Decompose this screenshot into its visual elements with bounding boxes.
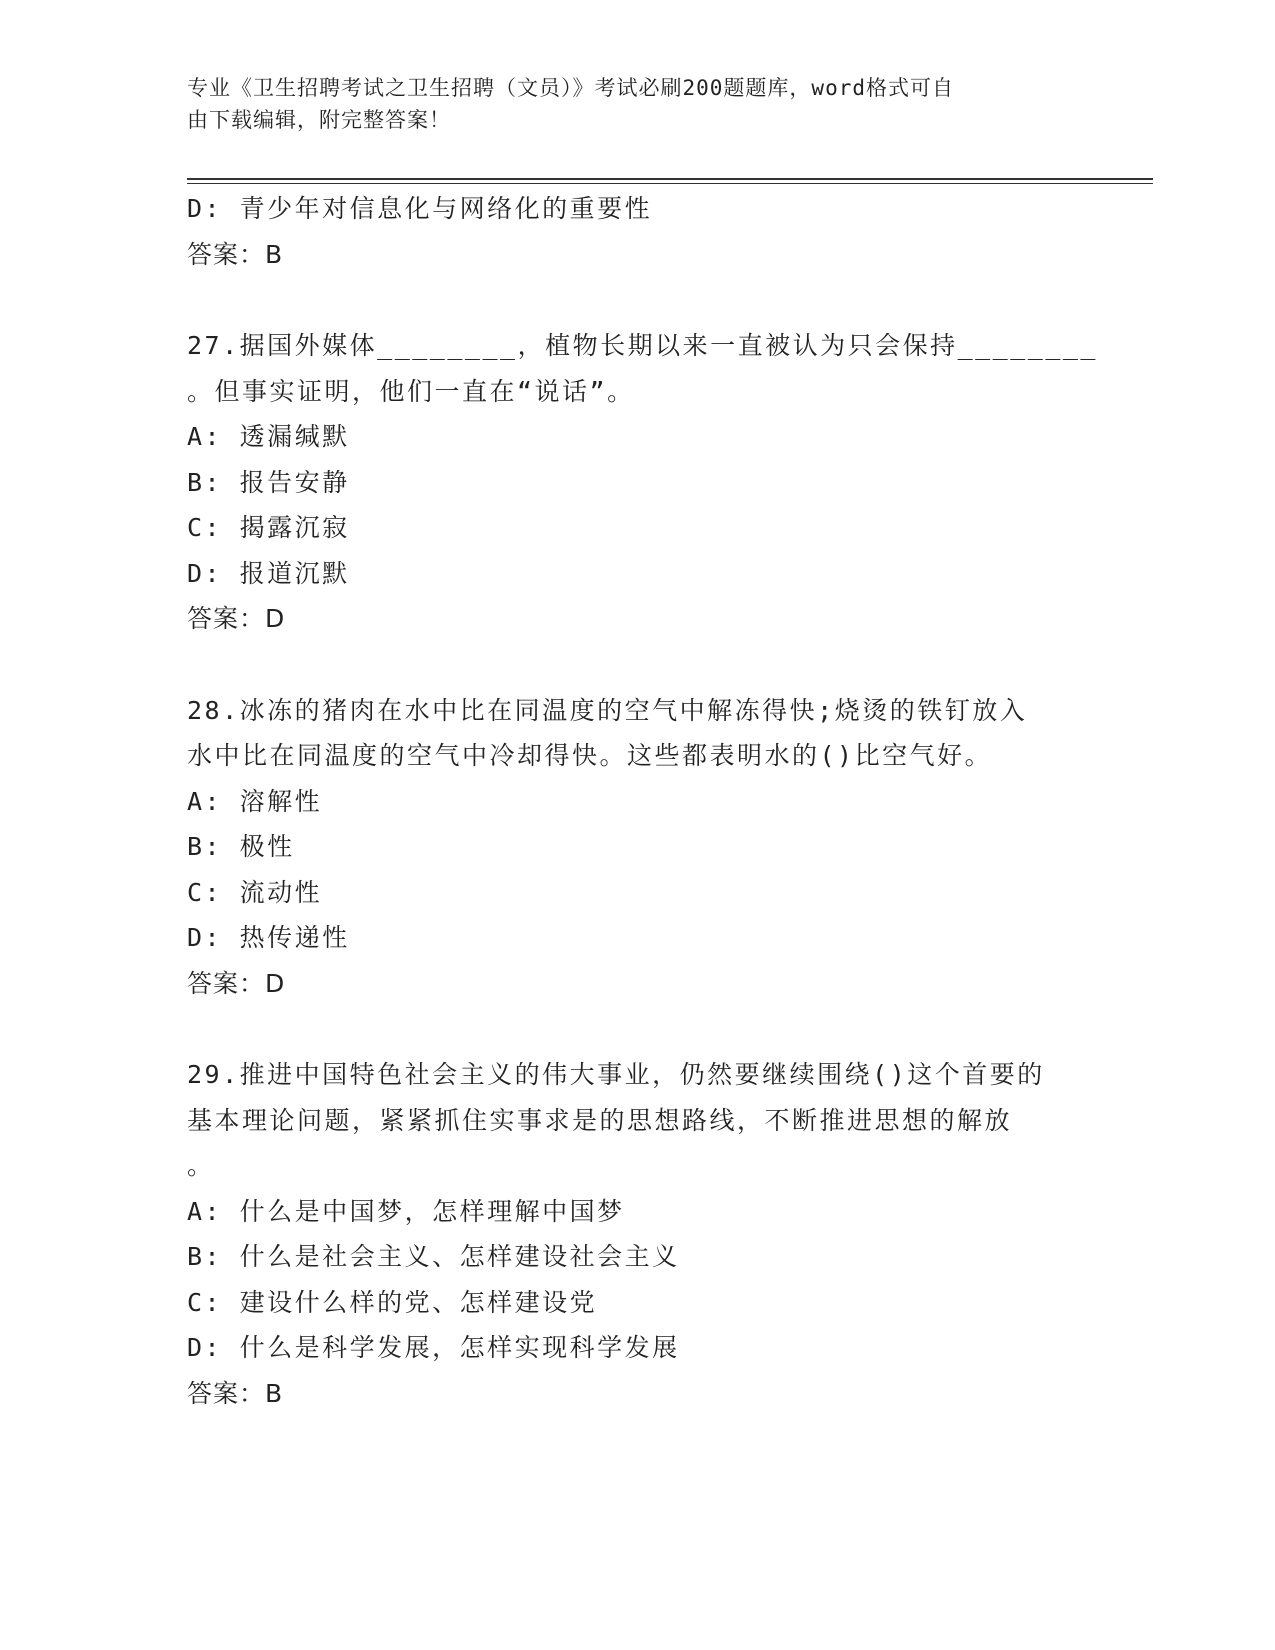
option-d: D: 报道沉默: [187, 558, 350, 588]
option-a: A: 溶解性: [187, 786, 323, 816]
question-27: [187, 323, 1098, 642]
option-c: C: 建设什么样的党、怎样建设党: [187, 1287, 598, 1317]
option-b: B: 报告安静: [187, 467, 350, 497]
option-d: D: 什么是科学发展，怎样实现科学发展: [187, 1333, 680, 1362]
question-29: [187, 1052, 1087, 1416]
question-stem-line: 29.推进中国特色社会主义的伟大事业，仍然要继续围绕()这个首要的: [187, 1060, 1045, 1089]
question-stem-line: 28.冰冻的猪肉在水中比在同温度的空气中解冻得快;烧烫的铁钉放入: [187, 695, 1028, 725]
spacer: [187, 277, 1087, 323]
spacer: [187, 1006, 1087, 1052]
question-content: [187, 186, 1098, 1416]
question-stem-line: 。: [187, 1151, 215, 1180]
prev-question-option-d: D: 青少年对信息化与网络化的重要性: [187, 194, 653, 223]
option-c: C: 流动性: [187, 877, 323, 907]
question-stem-line: 。但事实证明，他们一直在“说话”。: [187, 376, 635, 406]
option-b: B: 什么是社会主义、怎样建设社会主义: [187, 1242, 680, 1271]
option-a: A: 什么是中国梦，怎样理解中国梦: [187, 1196, 625, 1226]
option-d: D: 热传递性: [187, 923, 350, 952]
header-line-2: 由下载编辑，附完整答案！: [187, 108, 451, 132]
option-a: A: 透漏缄默: [187, 422, 350, 451]
header-rule-thick: [187, 178, 1153, 180]
spacer: [187, 642, 1087, 688]
option-c: C: 揭露沉寂: [187, 513, 350, 542]
answer: 答案：D: [187, 968, 286, 998]
answer: 答案：B: [187, 1378, 284, 1408]
header-line-1: 专业《卫生招聘考试之卫生招聘（文员）》考试必刷200题题库，word格式可自: [187, 76, 954, 100]
question-stem-line: 27.据国外媒体________，植物长期以来一直被认为只会保持________: [187, 331, 1098, 360]
header-rule-thin: [187, 183, 1153, 184]
option-b: B: 极性: [187, 832, 295, 861]
question-28: [187, 688, 1087, 1007]
question-stem-line: 基本理论问题，紧紧抓住实事求是的思想路线，不断推进思想的解放: [187, 1105, 1013, 1135]
prev-question-answer: 答案：B: [187, 239, 284, 269]
answer: 答案：D: [187, 604, 286, 633]
document-header: [187, 72, 1067, 136]
question-stem-line: 水中比在同温度的空气中冷却得快。这些都表明水的()比空气好。: [187, 741, 993, 770]
